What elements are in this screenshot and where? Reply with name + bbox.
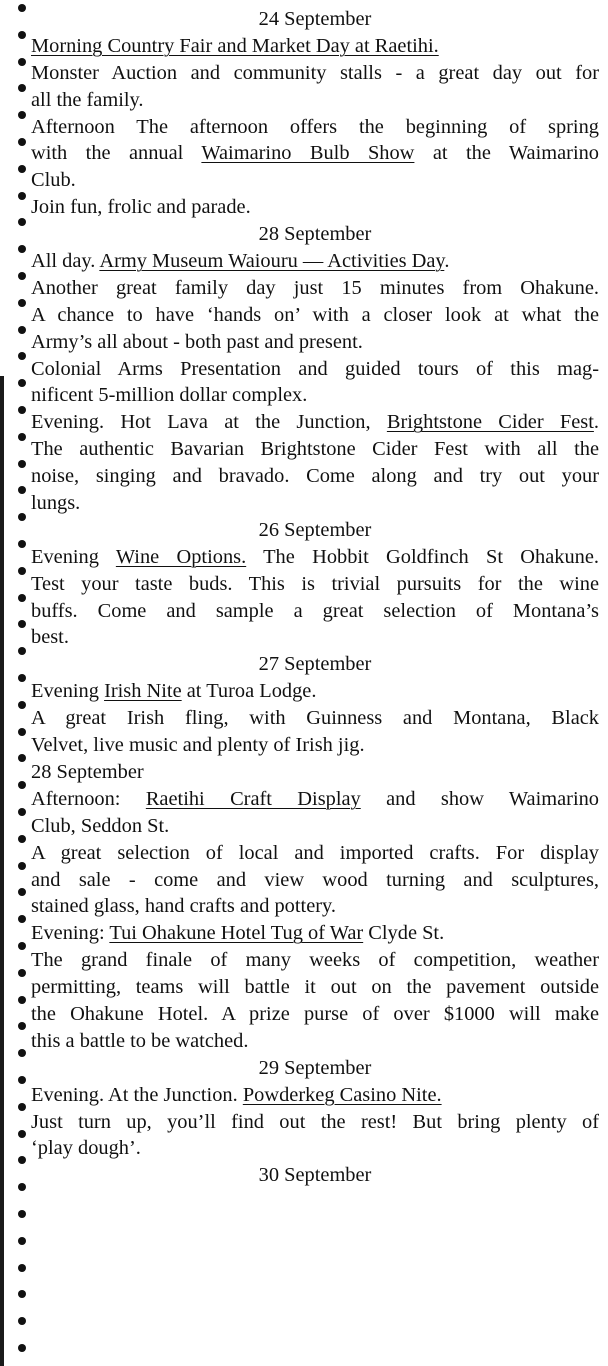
text-line	[31, 1135, 599, 1162]
text-segment: A great Irish fling, with Guinness and Montana, Black	[31, 707, 599, 730]
text-segment: this a battle to be watched.	[31, 1029, 249, 1052]
binder-dot	[18, 58, 26, 66]
binder-dot	[18, 352, 26, 360]
binder-dot	[18, 1076, 26, 1084]
text-segment: at Turoa Lodge.	[181, 680, 317, 703]
binder-dot	[18, 915, 26, 923]
text-segment: ‘play dough’.	[31, 1137, 141, 1160]
binder-dot	[18, 540, 26, 548]
binder-dot	[18, 433, 26, 441]
binder-dot	[18, 1210, 26, 1218]
event-name: Army Museum Waiouru — Activities Day	[99, 250, 445, 273]
text-segment: and sale - come and view wood turning and sculptures,	[31, 868, 599, 891]
text-segment: Clyde St.	[363, 922, 445, 945]
text-line	[31, 1109, 599, 1136]
event-listing	[31, 6, 599, 1189]
text-line	[31, 813, 599, 840]
binder-dot	[18, 754, 26, 762]
text-line	[31, 732, 599, 759]
text-segment: A chance to have ‘hands on’ with a closer look at what the	[31, 303, 599, 326]
binder-dot	[18, 513, 26, 521]
text-segment: Afternoon The afternoon offers the beginning of spring	[31, 115, 599, 138]
text-line	[31, 1001, 599, 1028]
text-segment: buffs. Come and sample a great selection of Montana’s	[31, 599, 599, 622]
date-heading: 27 September	[258, 653, 372, 676]
text-line	[31, 275, 599, 302]
binder-dot	[18, 1290, 26, 1298]
text-line	[31, 920, 599, 947]
binder-dot	[18, 969, 26, 977]
text-line	[31, 33, 599, 60]
binder-dot	[18, 942, 26, 950]
event-name: Waimarino Bulb Show	[201, 142, 415, 165]
binder-dot	[18, 406, 26, 414]
text-segment: nificent 5-million dollar complex.	[31, 384, 308, 407]
text-segment: at the Waimarino	[414, 142, 599, 165]
text-segment: A great selection of local and imported crafts. For display	[31, 841, 599, 864]
binder-dot	[18, 1344, 26, 1352]
binder-dot	[18, 326, 26, 334]
text-segment: Test your taste buds. This is trivial pursuits for the wine	[31, 572, 599, 595]
text-line	[31, 840, 599, 867]
event-name: Wine Options.	[115, 545, 247, 568]
binder-dot	[18, 299, 26, 307]
binder-dot	[18, 1130, 26, 1138]
text-segment: The Hobbit Goldfinch St Ohakune.	[246, 545, 599, 568]
text-segment: Afternoon:	[31, 787, 146, 810]
binder-dot	[18, 379, 26, 387]
binder-dot	[18, 218, 26, 226]
event-name: Raetihi Craft Display	[145, 787, 361, 810]
binder-dot	[18, 245, 26, 253]
date-heading: 28 September	[258, 223, 372, 246]
text-segment: Just turn up, you’ll find out the rest! But bring plenty of	[31, 1110, 599, 1133]
binder-dot	[18, 594, 26, 602]
binder-dot	[18, 1156, 26, 1164]
text-segment: with the annual	[31, 142, 202, 165]
text-line	[31, 867, 599, 894]
text-line	[31, 490, 599, 517]
text-line	[31, 382, 599, 409]
text-segment: Evening. Hot Lava at the Junction,	[31, 411, 387, 434]
text-segment: Club, Seddon St.	[31, 814, 170, 837]
text-segment: noise, singing and bravado. Come along and try out your	[31, 465, 599, 488]
text-line	[31, 60, 599, 87]
binder-dot	[18, 486, 26, 494]
text-segment: .	[593, 411, 599, 434]
text-segment: best.	[31, 626, 69, 649]
text-line	[31, 194, 599, 221]
text-segment: Evening. At the Junction.	[31, 1083, 243, 1106]
text-segment: 28 September	[31, 760, 144, 783]
binder-dot	[18, 701, 26, 709]
text-segment: all the family.	[31, 88, 144, 111]
text-segment: stained glass, hand crafts and pottery.	[31, 895, 337, 918]
binder-dot	[18, 84, 26, 92]
binder-dot	[18, 31, 26, 39]
text-line	[31, 947, 599, 974]
binder-dot	[18, 647, 26, 655]
binder-dot	[18, 165, 26, 173]
text-line	[31, 436, 599, 463]
date-heading: 26 September	[258, 518, 372, 541]
binder-dot	[18, 862, 26, 870]
binder-dot	[18, 272, 26, 280]
text-line	[31, 409, 599, 436]
text-line	[31, 678, 599, 705]
binder-dot	[18, 4, 26, 12]
text-line	[31, 1028, 599, 1055]
date-heading: 30 September	[258, 1164, 372, 1187]
event-name: Tui Ohakune Hotel Tug of War	[109, 922, 364, 945]
event-name: Irish Nite	[104, 680, 182, 703]
text-segment: Evening	[31, 680, 105, 703]
binder-dot	[18, 460, 26, 468]
text-line	[31, 1082, 599, 1109]
binder-dot	[18, 1183, 26, 1191]
text-line	[31, 759, 599, 786]
text-line	[31, 140, 599, 167]
text-segment: All day.	[31, 250, 100, 273]
event-name: Brightstone Cider Fest	[386, 411, 594, 434]
text-line	[31, 544, 599, 571]
binder-dot	[18, 111, 26, 119]
text-line	[31, 114, 599, 141]
text-segment: Monster Auction and community stalls - a great day out for	[31, 61, 599, 84]
text-line	[31, 356, 599, 383]
text-line	[31, 571, 599, 598]
text-line	[31, 248, 599, 275]
text-line	[31, 624, 599, 651]
binder-dot	[18, 1022, 26, 1030]
binder-dot	[18, 1049, 26, 1057]
binder-dot	[18, 138, 26, 146]
text-segment: Colonial Arms Presentation and guided tours of this mag-	[31, 357, 599, 380]
text-segment: Velvet, live music and plenty of Irish jig.	[31, 734, 365, 757]
text-segment: Join fun, frolic and parade.	[31, 196, 251, 219]
binder-dot	[18, 888, 26, 896]
binder-dot	[18, 1237, 26, 1245]
text-segment: Another great family day just 15 minutes from Ohakune.	[31, 276, 599, 299]
text-line	[31, 974, 599, 1001]
text-line	[31, 705, 599, 732]
binder-dot	[18, 567, 26, 575]
binder-dot	[18, 808, 26, 816]
text-segment: Club.	[31, 169, 76, 192]
date-heading: 29 September	[258, 1056, 372, 1079]
binder-dot	[18, 835, 26, 843]
event-name: Powderkeg Casino Nite.	[242, 1083, 442, 1106]
text-line	[31, 893, 599, 920]
text-line	[31, 463, 599, 490]
text-segment: lungs.	[31, 492, 81, 515]
text-line	[31, 87, 599, 114]
binder-dot	[18, 674, 26, 682]
text-segment: .	[444, 250, 450, 273]
binder-dot	[18, 1103, 26, 1111]
binder-dot	[18, 996, 26, 1004]
text-segment: and show Waimarino	[360, 787, 599, 810]
text-segment: Army’s all about - both past and present.	[31, 330, 363, 353]
text-segment: The authentic Bavarian Brightstone Cider Fest with all the	[31, 438, 599, 461]
event-name: Morning Country Fair and Market Day at Raetihi.	[31, 34, 439, 57]
text-line	[31, 598, 599, 625]
binder-dot	[18, 781, 26, 789]
text-segment: Evening:	[31, 922, 110, 945]
text-segment: Evening	[31, 545, 116, 568]
date-heading: 24 September	[258, 8, 372, 30]
binder-dots	[0, 0, 30, 1366]
text-line	[31, 329, 599, 356]
binder-dot	[18, 192, 26, 200]
binder-dot	[18, 620, 26, 628]
text-line	[31, 167, 599, 194]
binder-dot	[18, 1264, 26, 1272]
text-segment: the Ohakune Hotel. A prize purse of over $1000 will make	[31, 1002, 599, 1025]
text-segment: The grand finale of many weeks of competition, weather	[31, 949, 599, 972]
text-line	[31, 302, 599, 329]
binder-dot	[18, 1317, 26, 1325]
text-line	[31, 786, 599, 813]
text-segment: permitting, teams will battle it out on the pavement outside	[31, 976, 599, 999]
binder-dot	[18, 728, 26, 736]
